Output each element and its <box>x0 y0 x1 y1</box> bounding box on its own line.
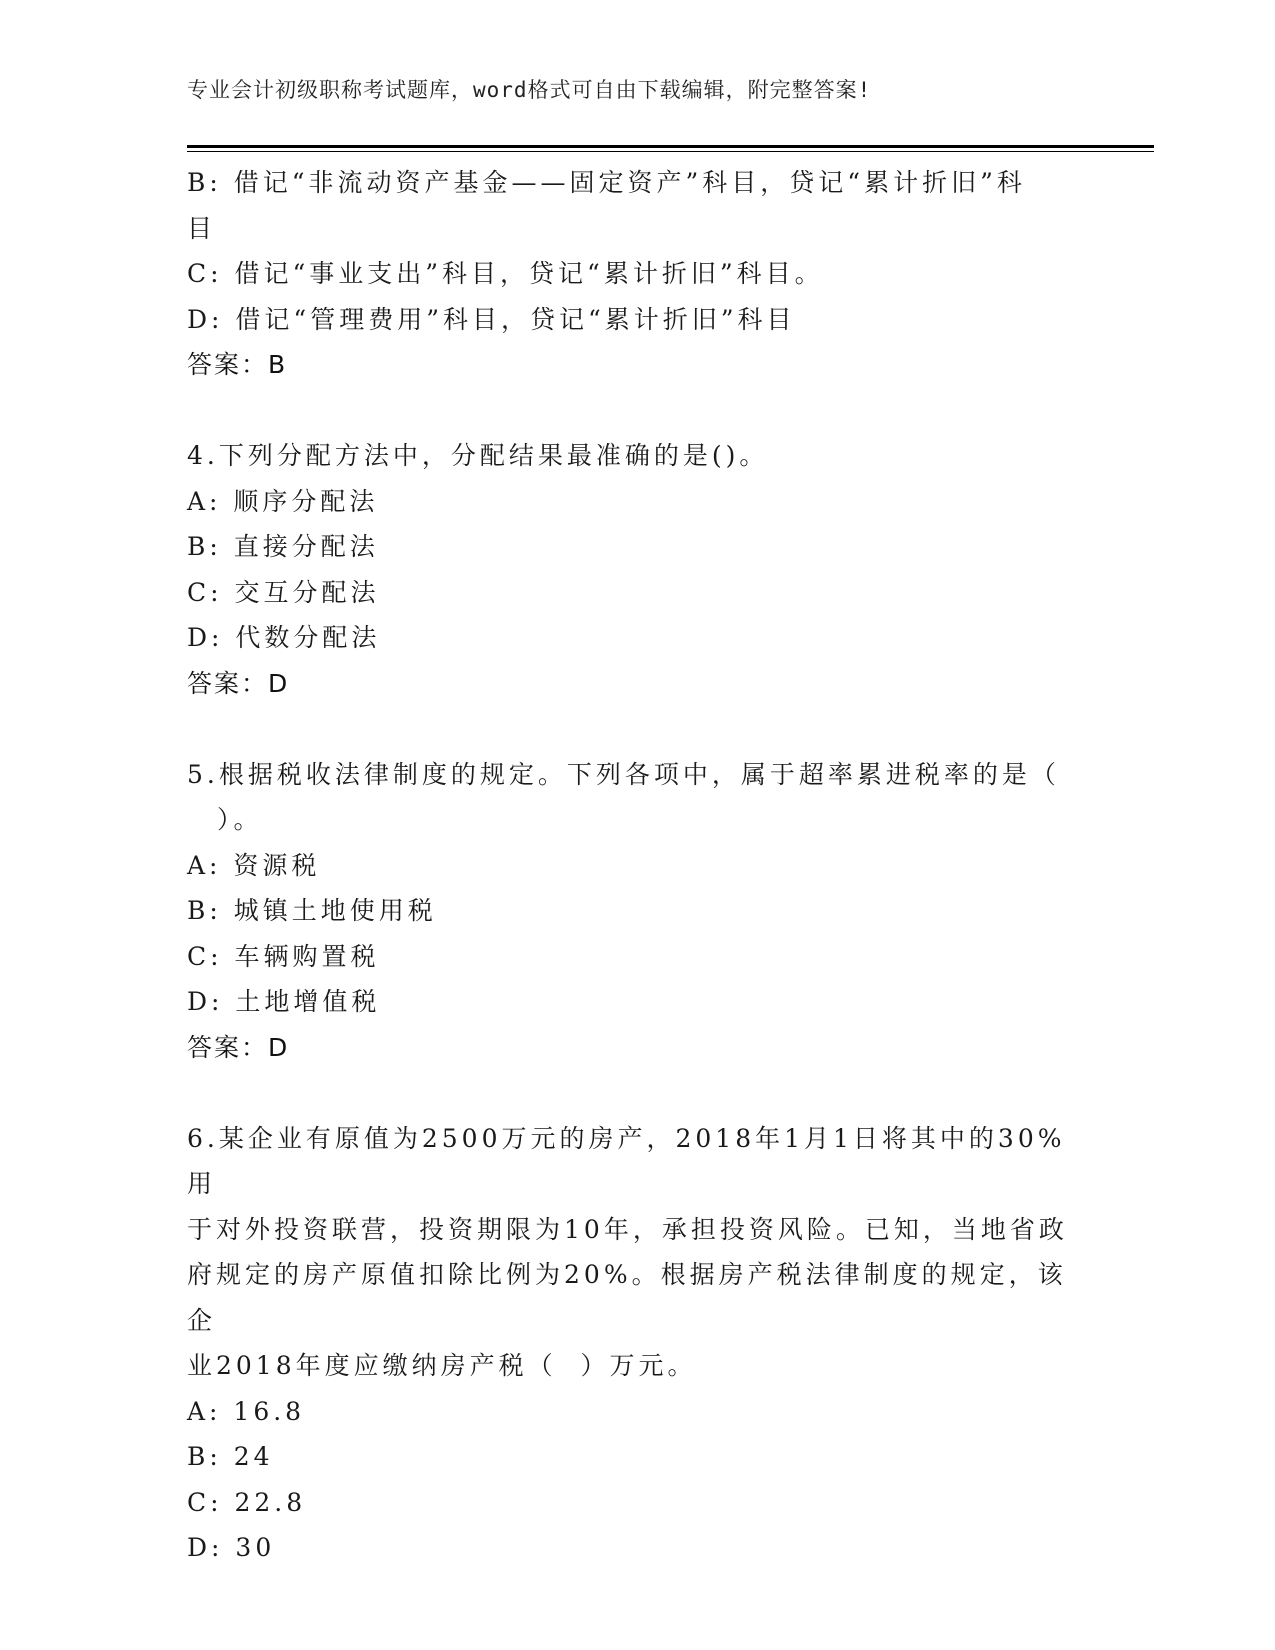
question-6-block <box>187 1116 1087 1571</box>
q6-option-b: B: 24 <box>187 1442 274 1471</box>
q6-question-line2: 于对外投资联营，投资期限为10年，承担投资风险。已知，当地省政 <box>187 1214 1068 1244</box>
question-4-block <box>187 433 1087 706</box>
q3-option-c: C: 借记“事业支出”科目，贷记“累计折旧”科目。 <box>187 259 824 288</box>
q6-option-c: C: 22.8 <box>187 1487 307 1517</box>
q4-option-d: D: 代数分配法 <box>187 623 381 652</box>
header-rule-thick <box>187 145 1154 148</box>
q4-option-a: A: 顺序分配法 <box>187 486 379 516</box>
q4-option-c: C: 交互分配法 <box>187 577 380 607</box>
question-3-block <box>187 160 1087 388</box>
spacer <box>187 1070 1087 1116</box>
q5-option-d: D: 土地增值税 <box>187 987 381 1016</box>
q4-option-b: B: 直接分配法 <box>187 532 379 561</box>
q3-option-b-line1: B: 借记“非流动资产基金——固定资产”科目，贷记“累计折旧”科 <box>187 168 1026 197</box>
q6-question-line3: 府规定的房产原值扣除比例为20%。根据房产税法律制度的规定，该企 <box>187 1260 1067 1335</box>
q4-answer: 答案：D <box>187 668 290 698</box>
q5-option-b: B: 城镇土地使用税 <box>187 896 437 925</box>
page-header: 专业会计初级职称考试题库，word格式可自由下载编辑，附完整答案! <box>187 78 872 102</box>
q5-option-c: C: 车辆购置税 <box>187 941 380 971</box>
q3-option-d: D: 借记“管理费用”科目，贷记“累计折旧”科目 <box>187 304 796 334</box>
spacer <box>187 706 1087 752</box>
q5-option-a: A: 资源税 <box>187 850 321 880</box>
q5-question-line1: 5.根据税收法律制度的规定。下列各项中，属于超率累进税率的是（ <box>187 759 1060 789</box>
q6-option-a: A: 16.8 <box>187 1396 306 1426</box>
q5-answer: 答案：D <box>187 1032 290 1062</box>
q6-question-line1: 6.某企业有原值为2500万元的房产，2018年1月1日将其中的30%用 <box>187 1123 1066 1198</box>
header-rule-thin <box>187 151 1154 152</box>
question-5-block <box>187 752 1087 1071</box>
q3-option-b-line2: 目 <box>187 213 217 243</box>
q3-answer: 答案：B <box>187 350 288 379</box>
spacer <box>187 388 1087 434</box>
document-body <box>187 160 1087 1571</box>
q4-question: 4.下列分配方法中，分配结果最准确的是()。 <box>187 441 769 470</box>
q6-question-line4: 业2018年度应缴纳房产税（ ）万元。 <box>187 1351 697 1380</box>
q5-question-line2: ）。 <box>217 805 263 834</box>
q6-option-d: D: 30 <box>187 1533 276 1562</box>
